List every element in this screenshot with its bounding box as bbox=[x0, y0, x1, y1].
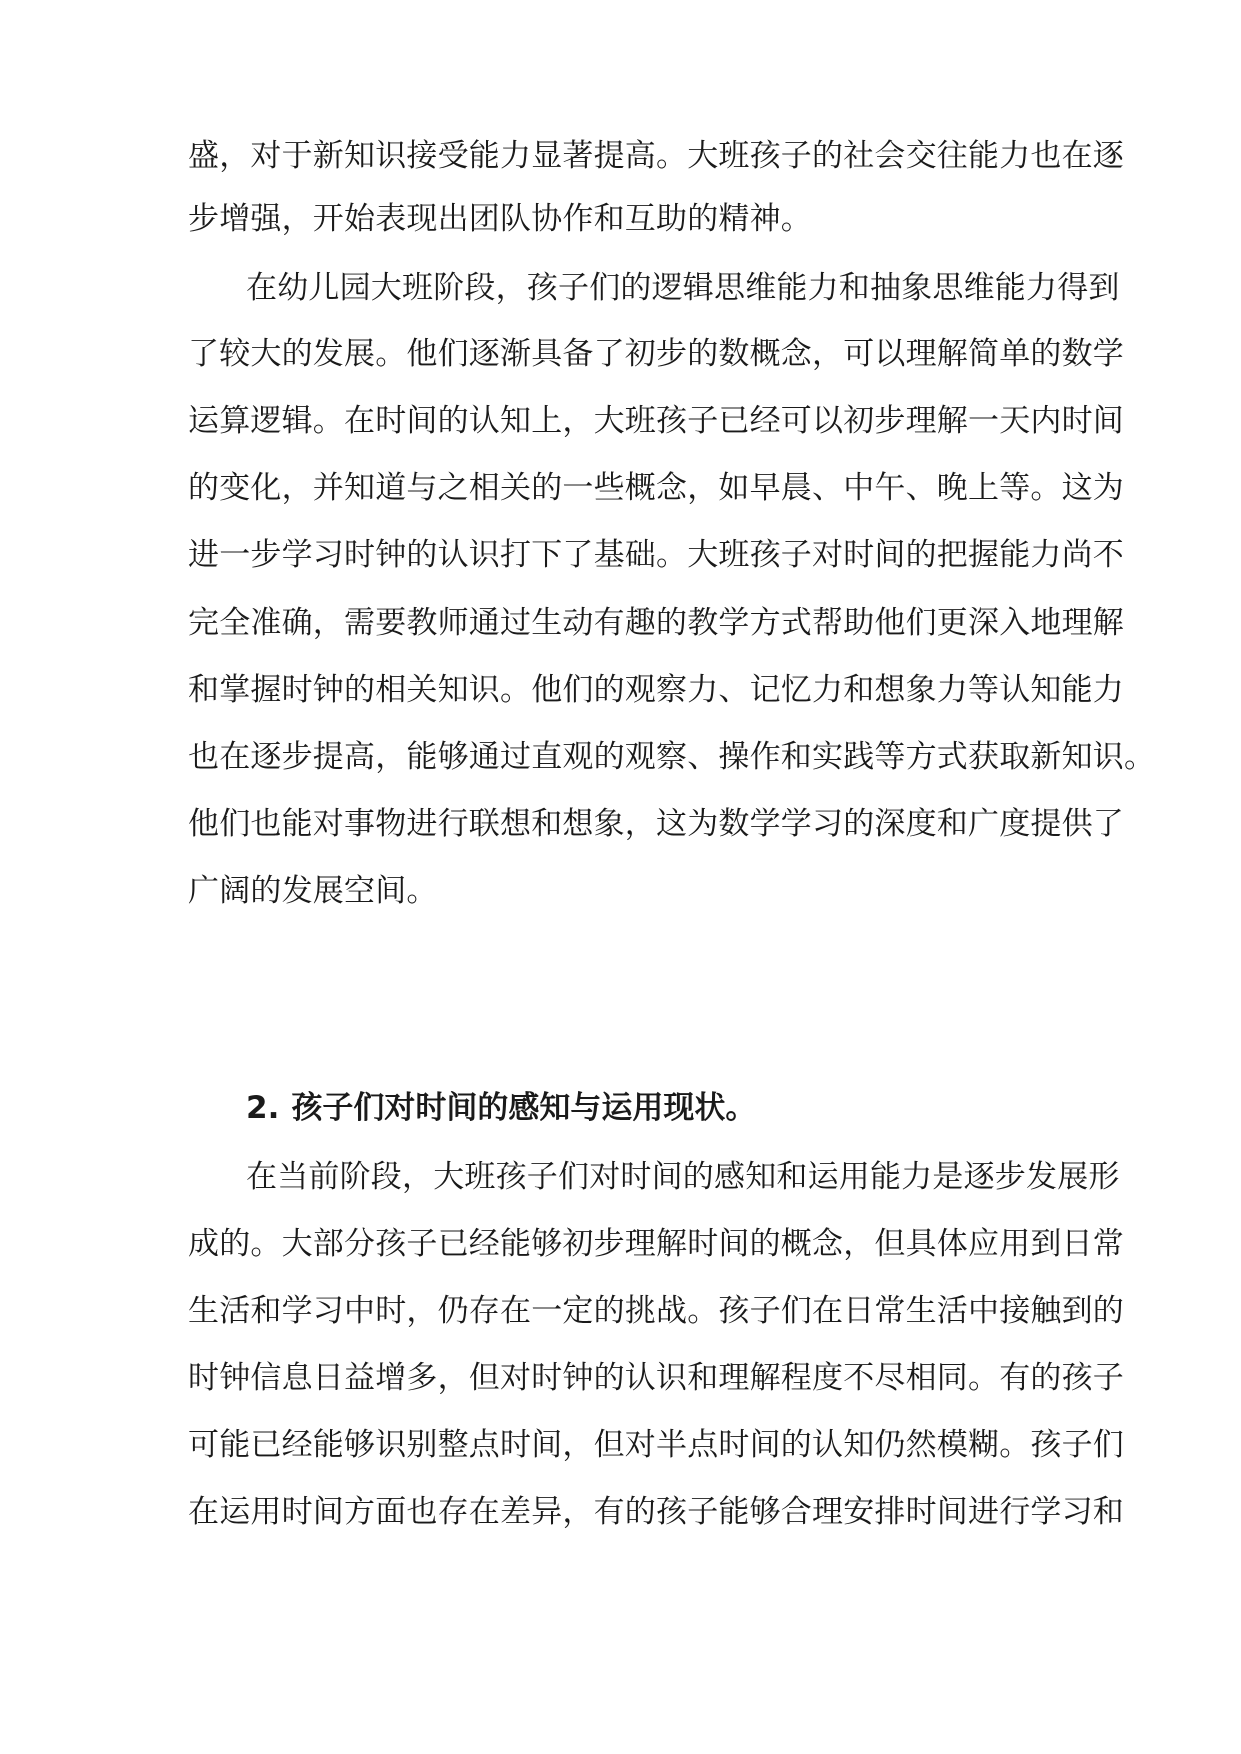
paragraph-1-line-1: 盛，对于新知识接受能力显著提高。大班孩子的社会交往能力也在逐 bbox=[188, 138, 1124, 174]
paragraph-3-line-6: 在运用时间方面也存在差异，有的孩子能够合理安排时间进行学习和 bbox=[188, 1494, 1124, 1530]
paragraph-2-line-5: 进一步学习时钟的认识打下了基础。大班孩子对时间的把握能力尚不 bbox=[188, 537, 1124, 573]
paragraph-3-line-5: 可能已经能够识别整点时间，但对半点时间的认知仍然模糊。孩子们 bbox=[188, 1427, 1124, 1463]
paragraph-3-line-1: 在当前阶段，大班孩子们对时间的感知和运用能力是逐步发展形 bbox=[246, 1159, 1120, 1195]
paragraph-2-line-10: 广阔的发展空间。 bbox=[188, 873, 438, 909]
paragraph-2-line-2: 了较大的发展。他们逐渐具备了初步的数概念，可以理解简单的数学 bbox=[188, 336, 1124, 372]
paragraph-3-line-2: 成的。大部分孩子已经能够初步理解时间的概念，但具体应用到日常 bbox=[188, 1226, 1124, 1262]
paragraph-2-line-8: 也在逐步提高，能够通过直观的观察、操作和实践等方式获取新知识。 bbox=[188, 739, 1156, 775]
paragraph-2-line-9: 他们也能对事物进行联想和想象，这为数学学习的深度和广度提供了 bbox=[188, 806, 1124, 842]
section-title: 孩子们对时间的感知与运用现状。 bbox=[291, 1090, 757, 1126]
paragraph-2-line-7: 和掌握时钟的相关知识。他们的观察力、记忆力和想象力等认知能力 bbox=[188, 672, 1124, 708]
paragraph-2-line-3: 运算逻辑。在时间的认知上，大班孩子已经可以初步理解一天内时间 bbox=[188, 403, 1124, 439]
paragraph-3-line-4: 时钟信息日益增多，但对时钟的认识和理解程度不尽相同。有的孩子 bbox=[188, 1360, 1124, 1396]
section-number: 2. bbox=[246, 1090, 280, 1126]
section-heading bbox=[246, 1088, 756, 1128]
paragraph-2-line-4: 的变化，并知道与之相关的一些概念，如早晨、中午、晚上等。这为 bbox=[188, 470, 1124, 506]
paragraph-3-line-3: 生活和学习中时，仍存在一定的挑战。孩子们在日常生活中接触到的 bbox=[188, 1293, 1124, 1329]
paragraph-2-line-6: 完全准确，需要教师通过生动有趣的教学方式帮助他们更深入地理解 bbox=[188, 605, 1124, 641]
paragraph-2-line-1: 在幼儿园大班阶段，孩子们的逻辑思维能力和抽象思维能力得到 bbox=[246, 270, 1120, 306]
paragraph-1-line-2: 步增强，开始表现出团队协作和互助的精神。 bbox=[188, 201, 812, 237]
